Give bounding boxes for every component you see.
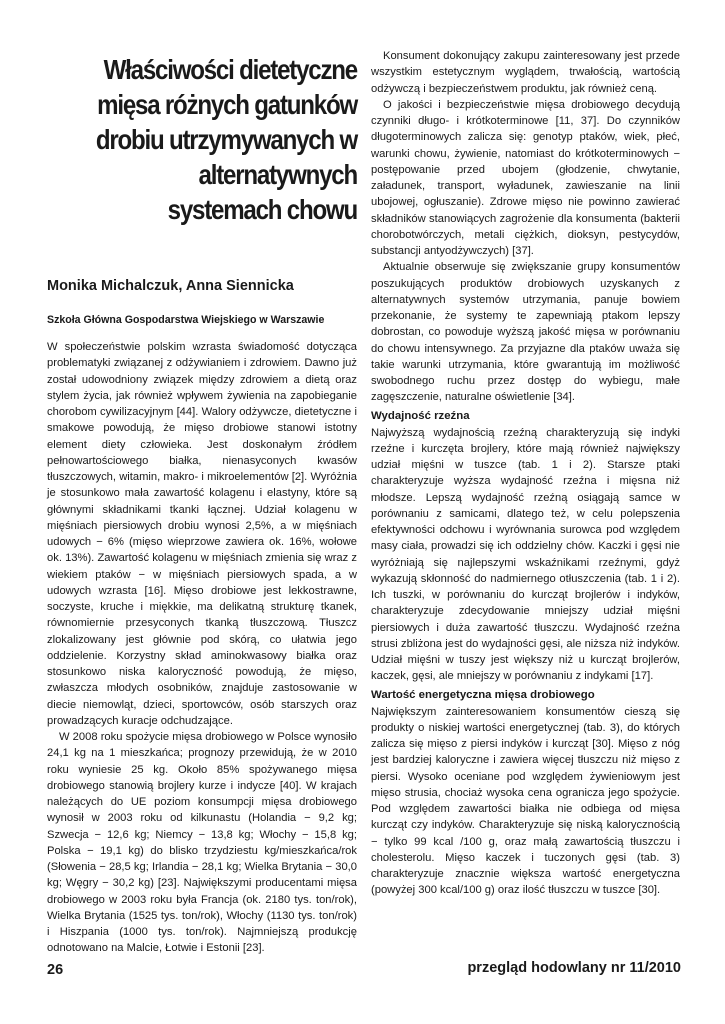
article-affiliation: Szkoła Główna Gospodarstwa Wiejskiego w Warszawie — [47, 314, 325, 326]
section-heading: Wartość energetyczna mięsa drobiowego — [371, 688, 595, 701]
paragraph: W społeczeństwie polskim wzrasta świadomość dotycząca problematyki związanej z odżywianiem i zdrowiem. Dawno już został udowodniony związek między zdrowiem a dietą oraz stylem życia, jak również wpływem żywienia na zapobieganie chorobom cywilizacyjnym [44]. Walory odżywcze, dietetyczne i smakowe powodują, że mięso drobiowe stanowi istotny element diety człowieka. Jest doskonałym źródłem pełnowartościowego białka, nienasyconych kwasów tłuszczowych, witamin, makro- i mikroelementów [2]. Wyróżnia je stosunkowo mała zawartość kolagenu i elastyny, które są głównymi składnikami tkanki łącznej. Udział kolagenu w mięśniach piersiowych drobiu wynosi 2,5%, a w mięśniach udowych − 6% (mięso wieprzowe zawiera ok. 16%, wołowe ok. 13%). Zawartość kolagenu w mięśniach zmienia się wraz z wiekiem ptaków − w mięśniach piersiowych spada, a w udowych wzrasta [16]. Mięso drobiowe jest lekkostrawne, soczyste, kruche i miękkie, ma delikatną strukturę tkanek, równomiernie przesyconych tkanką tłuszczową. Tłuszcz zlokalizowany jest głównie pod skórą, co ułatwia jego oddzielenie. Korzystny skład aminokwasowy białka oraz stosunkowo niska kaloryczność powodują, że mięso, zwłaszcza młodych osobników, znajduje zastosowanie w diecie niemowląt, dzieci, sportowców, osób starszych oraz prowadzących kuracje odchudzające. — [47, 341, 357, 727]
paragraph: O jakości i bezpieczeństwie mięsa drobiowego decydują czynniki długo- i krótkoterminowe [11, 37]. Do czynników długoterminowych zalicza się: genotyp ptaków, wiek, płeć, warunki chowu, żywienie, natomiast do krótkoterminowych − postępowanie przed ubojem (głodzenie, chwytanie, załadunek, transport, wyładunek, zawieszanie na linii ubojowej, ogłuszanie). Zdrowe mięso nie powinno zawierać składników stanowiących zagrożenie dla konsumenta (bakterii chorobotwórczych, metali ciężkich, dioksyn, pestycydów, substancji antyodżywczych) [37]. — [371, 98, 680, 257]
right-column — [371, 48, 680, 899]
page-number: 26 — [47, 962, 64, 978]
paragraph: Aktualnie obserwuje się zwiększanie grupy konsumentów poszukujących produktów drobiowych uzyskanych z alternatywnych systemów utrzymania, panuje bowiem przekonanie, że systemy te zapewniają ptakom lepszy dobrostan, co powoduje wyższą jakość mięsa w porównaniu do chowu intensywnego. Za przyjazne dla ptaków uważa się takie warunki utrzymania, które gwarantują im możliwość swobodnego ruchu przez dostęp do wybiegu, małe zagęszczenie, naturalne oświetlenie [34]. — [371, 261, 680, 404]
section-heading: Wydajność rzeźna — [371, 409, 470, 422]
paragraph: Najwyższą wydajnością rzeźną charakteryzują się indyki rzeźne i kurczęta brojlery, które mają również największy udział mięśni w tuszce (tab. 1 i 2). Starsze ptaki charakteryzuje wyższa wydajność rzeźna i mięsna niż młodsze. Lepszą wydajność rzeźną osiągają samce w porównaniu z samicami, dlatego też, w celu polepszenia efektywności odchowu i wyrównania surowca pod względem masy ciała, prowadzi się ich oddzielny chów. Kaczki i gęsi nie wyróżniają się najlepszymi wskaźnikami rzeźnymi, gdyż wykazują skłonność do nadmiernego otłuszczenia (tab. 1 i 2). Ich tuszki, w porównaniu do kurcząt brojlerów i indyków, charakteryzuje zdecydowanie mniejszy udział mięśni piersiowych i duża zawartość tłuszczu. Wydajność rzeźna strusi zbliżona jest do wydajności gęsi, ale niższa niż indyków. Udział mięśni w tuszy jest większy niż u kurcząt brojlerów, kaczek, gęsi, ale mniejszy w porównaniu z indykami [17]. — [371, 426, 680, 683]
left-column-body — [47, 339, 357, 957]
left-column — [47, 44, 357, 957]
article-title: Właściwości dietetyczne mięsa różnych gatunków drobiu utrzymywanych w alternatywnych systemach chowu — [95, 54, 357, 225]
paragraph: Konsument dokonujący zakupu zainteresowany jest przede wszystkim estetycznym wyglądem, trwałością, wartością odżywczą i bezpieczeństwem produktu, jak również ceną. — [371, 50, 680, 95]
article-authors: Monika Michalczuk, Anna Siennicka — [47, 278, 294, 294]
paragraph: W 2008 roku spożycie mięsa drobiowego w Polsce wynosiło 24,1 kg na 1 mieszkańca; prognozy przewidują, że w 2010 roku wyniesie 25 kg. Około 85% spożywanego mięsa drobiowego stanowią brojlery kurze i indycze [40]. W krajach należących do UE poziom konsumpcji mięsa drobiowego wynosił w 2003 roku od kilkunastu (Holandia − 9,2 kg; Szwecja − 12,6 kg; Niemcy − 13,8 kg; Włochy − 15,8 kg; Polska − 19,1 kg) do blisko trzydziestu kg/mieszkańca/rok (Słowenia − 28,5 kg; Irlandia − 28,1 kg; Wielka Brytania − 30,0 kg; Węgry − 30,2 kg) [23]. Największymi producentami mięsa drobiowego w 2003 roku była Francja (ok. 2180 tys. ton/rok), Wielka Brytania (1525 tys. ton/rok), Włochy (1130 tys. ton/rok) i Hiszpania (1000 tys. ton/rok). Najmniejszą produkcję odnotowano na Malcie, Łotwie i Estonii [23]. — [47, 731, 357, 955]
paragraph: Największym zainteresowaniem konsumentów cieszą się produkty o niskiej wartości energetycznej (tab. 3), do których zalicza się mięso z piersi indyków i kurcząt [30]. Mięso z nóg jest bardziej kaloryczne i zawiera więcej tłuszczu niż mięso z piersi. Wysoko oceniane pod względem żywieniowym jest mięso strusia, chociaż wysoka cena ogranicza jego spożycie. Pod względem zawartości białka nie odbiega od mięsa kurcząt czy indyków. Charakteryzuje się niską kalorycznością − tylko 99 kcal /100 g, oraz małą zawartością tłuszczu i cholesterolu. Mięso kaczek i tuczonych gęsi (tab. 3) charakteryzuje znacznie większa wartość energetyczna (powyżej 300 kcal/100 g) oraz ilość tłuszczu w tuszce [30]. — [371, 705, 680, 897]
right-column-body — [371, 48, 680, 899]
journal-footer: przegląd hodowlany nr 11/2010 — [467, 960, 681, 976]
